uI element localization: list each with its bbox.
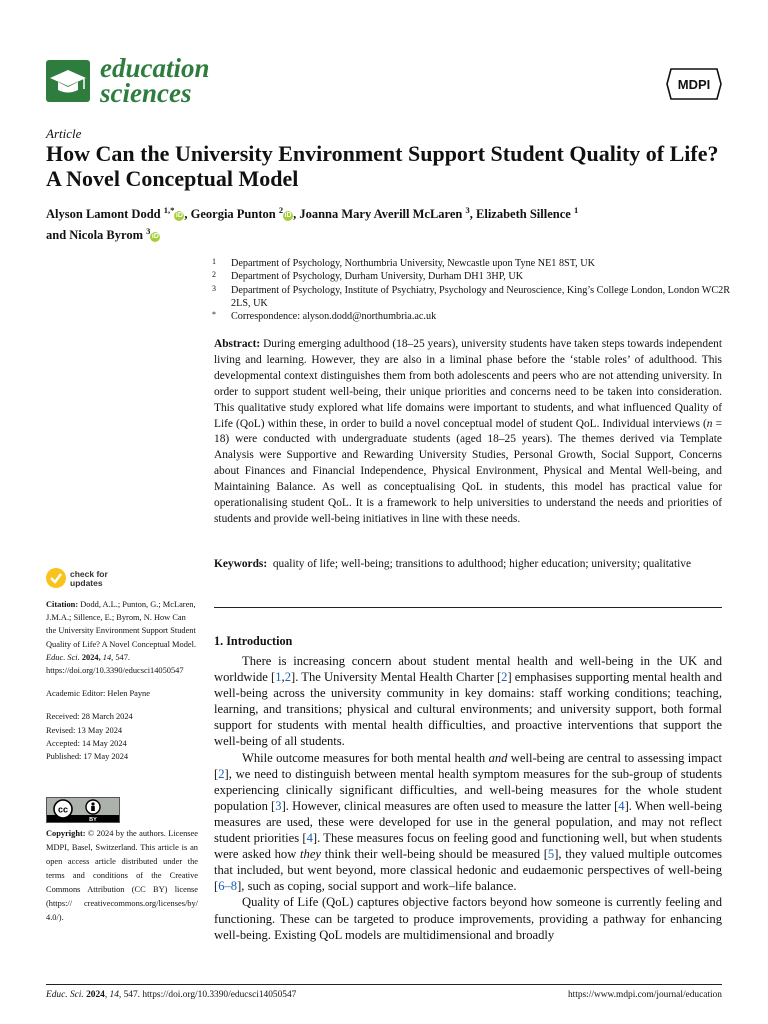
text-run: they [300,847,322,862]
citation-text: Dodd, A.L.; Punton, G.; McLaren, J.M.A.; Sillence, E.; Byrom, N. How Can the University Environment Support Student Quality of Life? A Novel Conceptual Model. [46,600,197,649]
affiliations [212,257,732,323]
correspondence-email[interactable]: Correspondence: alyson.dodd@northumbria.ac.uk [231,311,437,323]
author-sep: , [184,207,188,222]
affiliation-number: * [212,310,216,320]
citation-year: 2024, [79,652,103,662]
paragraph [214,653,722,750]
citation-link[interactable]: 2 [284,670,291,685]
section-heading: 1. Introduction [214,634,293,648]
journal-logo-icon [46,60,90,102]
author-affil-sup: 1 [573,205,579,215]
abstract-text: = 18) were conducted with undergraduate students (aged 18–25 years). The themes derived via Template Analysis were Supportive and Rewarding University Studies, Personal Growth, Social Support, Concerns about Finances and Financial Independence, Physical Environment, Physical and Mental Well-being, and Maintaining Balance. As well as conceptualising QoL in students, this model has practical value for operationalising student QoL. It is a framework to help universities to understand the needs and priorities of students and provide well-being initiatives in line with these needs. [214,417,722,525]
abstract-n: n [706,417,713,430]
author-sep: , [469,207,473,222]
citation-label: Citation: [46,600,79,609]
body-text [214,653,722,943]
check-for-updates-button[interactable] [46,568,116,592]
text-run: and [488,750,508,765]
check-updates-label [70,570,108,588]
author-name[interactable]: Georgia Punton [190,207,276,222]
affiliation-row [212,257,732,270]
citation-link[interactable]: 1 [275,670,282,685]
abstract-label: Abstract: [214,338,261,350]
text-run: think their well-being should be measured [ [321,847,548,862]
text-run: ] emphasises supporting mental health and well-being across the university community in key domains: staff working conditions; teaching, learning, and transitions; physical and cultural environments; and university support, both formal support for students with mental health difficulties, and proactive interventions that support the well-being of all students. [214,670,722,749]
mdpi-logo[interactable] [666,68,722,100]
journal-name-line2: sciences [100,78,192,108]
citation-link[interactable]: 5 [547,847,555,862]
journal-name-line1: education [100,53,210,83]
footer-journal-url[interactable]: https://www.mdpi.com/journal/education [567,990,722,1000]
orcid-icon[interactable]: iD [175,212,183,220]
cc-by-license-badge[interactable] [46,797,120,823]
author-list [46,202,746,244]
author-and: and [46,228,67,243]
article-type: Article [46,126,82,141]
author-affil-sup: 3 [465,205,470,215]
abstract-text: During emerging adulthood (18–25 years), university students have taken steps towards independent living and learning. However, they are also in a liminal phase before the ‘stable roles’ of adulthood. This developmental context distinguishes them from both adolescents and peers who are not attending university. In order to support student well-being, their unique priorities and concerns need to be taken into consideration. This qualitative study explored what life domains were important to students, and what influenced Quality of Life (QoL) within these, in order to build a novel conceptual model of student QoL. Individual interviews ( [214,338,722,430]
citation-link[interactable]: 3 [275,798,282,813]
affiliation-number: 2 [212,270,216,280]
keywords-label: Keywords: [214,558,268,570]
citation-volume: 14 [102,652,112,662]
footer-journal: Educ. Sci. [46,990,84,1000]
svg-text:cc: cc [57,804,69,815]
check-updates-icon [46,568,66,588]
cc-by-label: BY [89,817,97,822]
footer-volume: 14 [109,990,119,1000]
orcid-icon[interactable]: iD [151,233,159,241]
citation-link[interactable]: 4 [618,798,625,813]
article-title: How Can the University Environment Support Student Quality of Life? A Novel Conceptual Model [46,141,719,191]
copyright-label: Copyright: [46,829,86,838]
date-received: Received: 28 March 2024 [46,712,133,722]
author-affil-sup: 1,* [163,205,175,215]
citation-link[interactable]: 6–8 [218,879,238,894]
citation-link[interactable]: 2 [501,670,508,685]
text-run: While outcome measures for both mental health [242,750,489,765]
author-name[interactable]: Nicola Byrom [69,228,143,243]
citation-journal: Educ. Sci. [46,652,80,662]
check-updates-line1: check for [70,569,108,579]
text-run: ]. These measures focus on feeling good and functioning well, but when students were asked how [214,831,722,862]
citation-doi[interactable]: , 547. https://doi.org/10.3390/educsci14050547 [46,652,184,676]
check-updates-line2: updates [70,578,103,588]
divider [214,607,722,608]
author-sep: , [293,207,297,222]
affiliation-number: 3 [212,283,216,293]
footer-divider [46,984,722,985]
affiliation-text: Department of Psychology, Institute of Psychiatry, Psychology and Neuroscience, King’s College London, London WC2R 2LS, UK [231,284,731,309]
author-name[interactable]: Elizabeth Sillence [476,207,571,222]
author-affil-sup: 3 [146,226,151,237]
affiliation-number: 1 [212,257,216,266]
text-run: ]. However, clinical measures are often used to measure the latter [ [281,798,619,813]
paragraph: Quality of Life (QoL) captures objective factors beyond how someone is currently feeling and functioning. These can be targeted to produce improvements, providing a pathway for enhancing well-being. Existing QoL models are multidimensional and broadly [214,895,722,942]
text-run: ], we need to distinguish between mental health symptom measures for the sub-group of students experiencing clinically significant difficulties, and well-being measures for the whole student population [ [214,766,722,813]
author-affil-sup: 2 [278,205,284,215]
text-run: , [281,670,285,685]
copyright-notice [46,827,198,925]
date-accepted: Accepted: 14 May 2024 [46,738,127,748]
affiliation-text: Department of Psychology, Northumbria University, Newcastle upon Tyne NE1 8ST, UK [231,258,595,269]
abstract [214,337,722,528]
citation-link[interactable]: 2 [218,766,225,781]
affiliation-text: Department of Psychology, Durham University, Durham DH1 3HP, UK [231,271,524,283]
affiliation-row [212,284,732,311]
footer-year: 2024 [86,990,105,1000]
article-info-sidebar [46,598,198,763]
author-name[interactable]: Joanna Mary Averill McLaren [299,207,463,222]
text-run: ]. The University Mental Health Charter [ [291,670,502,685]
date-revised: Revised: 13 May 2024 [46,725,123,735]
footer-citation: Educ. Sci. 2024, 14, 547. https://doi.org/10.3390/educsci14050547 [46,990,297,1000]
keywords-text: quality of life; well-being; transitions to adulthood; higher education; university; qualitative [272,558,692,570]
footer-doi[interactable]: , 547. https://doi.org/10.3390/educsci14050547 [118,990,297,1000]
text-run: well-being are central to assessing impact [ [214,750,722,781]
author-name[interactable]: Alyson Lamont Dodd [46,207,161,222]
text-run: ], such as coping, social support and work–life balance. [237,879,517,894]
academic-editor: Academic Editor: Helen Payne [46,689,150,699]
date-published: Published: 17 May 2024 [46,752,129,762]
keywords [214,557,722,573]
text-run: ]. When well-being measures are used, these were developed for use in the general population, and may not reflect student priorities [ [214,798,723,846]
citation [46,598,198,677]
text-run: There is increasing concern about student mental health and well-being in the UK and worldwide [ [214,654,722,685]
copyright-text: © 2024 by the authors. Licensee MDPI, Basel, Switzerland. This article is an open access article distributed under the terms and conditions of the Creative Commons Attribution (CC BY) license (https:// creativecommons.org/licenses/by/ 4.0/). [46,829,198,922]
citation-link[interactable]: 4 [306,831,313,846]
paragraph [214,750,722,895]
affiliation-row [212,310,732,323]
text-run: ], they valued multiple outcomes that included, but went beyond, more classical hedonic and eudaemonic perspectives of well-being [ [214,847,722,894]
publisher-name: MDPI [677,77,711,92]
journal-name[interactable] [100,53,210,108]
affiliation-row [212,270,732,283]
orcid-icon[interactable]: iD [284,212,292,220]
